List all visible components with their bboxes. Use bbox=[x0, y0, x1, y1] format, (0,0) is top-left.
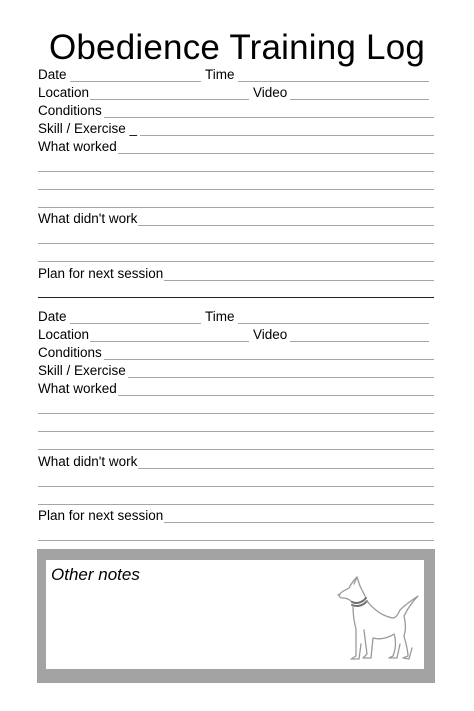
video-label: Video bbox=[253, 327, 288, 342]
plan-field[interactable] bbox=[164, 522, 434, 523]
what-didnt-work-label: What didn't work bbox=[38, 454, 138, 469]
what-worked-label: What worked bbox=[38, 139, 117, 154]
location-field[interactable] bbox=[90, 341, 249, 342]
other-notes-frame bbox=[37, 549, 435, 683]
what-didnt-work-line[interactable] bbox=[38, 243, 434, 244]
conditions-row bbox=[38, 344, 435, 362]
plan-line[interactable] bbox=[38, 540, 434, 541]
date-field[interactable] bbox=[70, 81, 201, 82]
plan-row bbox=[38, 265, 435, 283]
skill-label: Skill / Exercise _ bbox=[38, 121, 138, 136]
time-field[interactable] bbox=[238, 323, 429, 324]
time-field[interactable] bbox=[238, 81, 429, 82]
plan-label: Plan for next session bbox=[38, 508, 164, 523]
what-worked-field[interactable] bbox=[118, 153, 434, 154]
time-label: Time bbox=[205, 309, 235, 324]
location-video-row bbox=[38, 326, 435, 344]
what-worked-line[interactable] bbox=[38, 449, 434, 450]
what-worked-line[interactable] bbox=[38, 189, 434, 190]
what-didnt-work-row bbox=[38, 210, 435, 228]
time-label: Time bbox=[205, 67, 235, 82]
skill-row bbox=[38, 362, 435, 380]
plan-label: Plan for next session bbox=[38, 266, 164, 281]
what-worked-row bbox=[38, 380, 435, 398]
other-notes-label: Other notes bbox=[51, 565, 140, 584]
conditions-field[interactable] bbox=[104, 359, 434, 360]
conditions-label: Conditions bbox=[38, 103, 102, 118]
date-label: Date bbox=[38, 309, 67, 324]
what-worked-row bbox=[38, 138, 435, 156]
skill-row bbox=[38, 120, 435, 138]
page-title: Obedience Training Log bbox=[48, 28, 426, 67]
what-worked-line[interactable] bbox=[38, 207, 434, 208]
what-didnt-work-field[interactable] bbox=[138, 468, 434, 469]
what-worked-line[interactable] bbox=[38, 171, 434, 172]
conditions-label: Conditions bbox=[38, 345, 102, 360]
video-label: Video bbox=[253, 85, 288, 100]
what-didnt-work-field[interactable] bbox=[138, 225, 434, 226]
video-field[interactable] bbox=[290, 99, 429, 100]
what-didnt-work-line[interactable] bbox=[38, 486, 434, 487]
location-label: Location bbox=[38, 327, 90, 342]
what-worked-line[interactable] bbox=[38, 431, 434, 432]
skill-field[interactable] bbox=[128, 377, 434, 378]
what-didnt-work-line[interactable] bbox=[38, 504, 434, 505]
location-field[interactable] bbox=[90, 99, 249, 100]
date-label: Date bbox=[38, 67, 67, 82]
what-worked-field[interactable] bbox=[118, 395, 434, 396]
other-notes-area[interactable] bbox=[46, 560, 424, 669]
location-video-row bbox=[38, 84, 435, 102]
conditions-field[interactable] bbox=[104, 117, 434, 118]
entry-divider bbox=[38, 297, 434, 298]
date-time-row bbox=[38, 308, 435, 326]
what-didnt-work-row bbox=[38, 453, 435, 471]
skill-field[interactable] bbox=[140, 135, 434, 136]
what-didnt-work-label: What didn't work bbox=[38, 211, 138, 226]
what-worked-label: What worked bbox=[38, 381, 117, 396]
plan-row bbox=[38, 507, 435, 525]
what-didnt-work-line[interactable] bbox=[38, 261, 434, 262]
dog-icon bbox=[316, 574, 431, 669]
conditions-row bbox=[38, 102, 435, 120]
date-time-row bbox=[38, 66, 435, 84]
date-field[interactable] bbox=[70, 323, 201, 324]
plan-field[interactable] bbox=[164, 280, 434, 281]
location-label: Location bbox=[38, 85, 90, 100]
what-worked-line[interactable] bbox=[38, 413, 434, 414]
video-field[interactable] bbox=[290, 341, 429, 342]
skill-label: Skill / Exercise bbox=[38, 363, 126, 378]
